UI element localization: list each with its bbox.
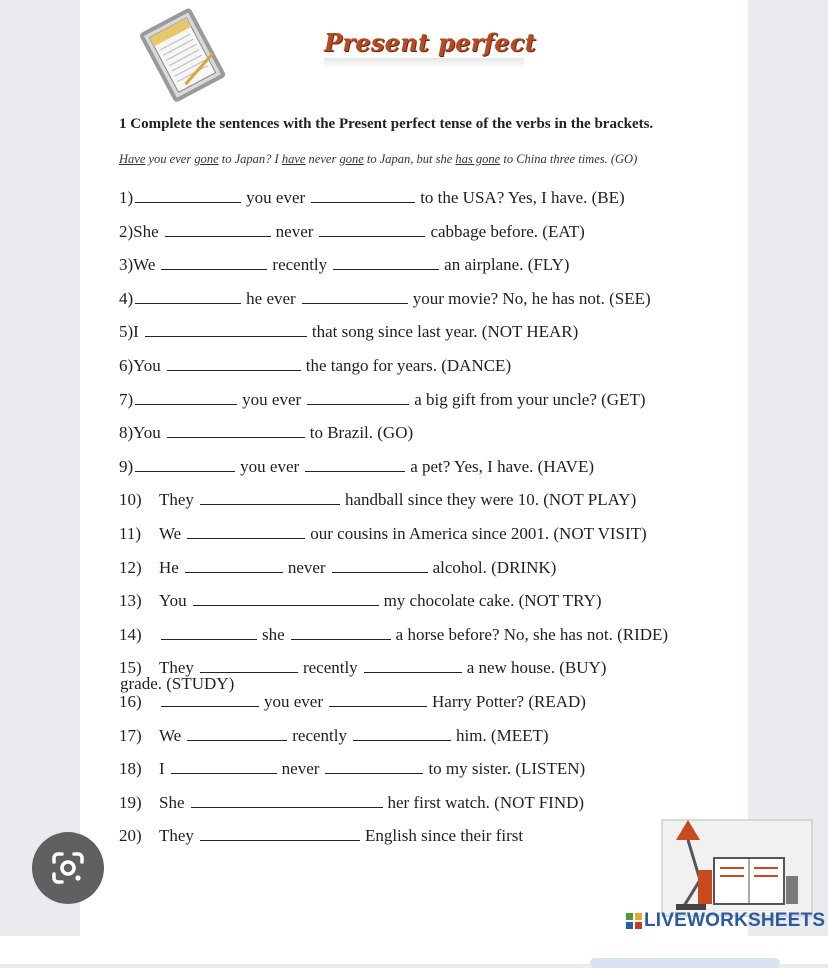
exercise-row bbox=[119, 188, 629, 212]
sentence-text: He bbox=[159, 558, 179, 577]
sentence-text: She bbox=[159, 793, 185, 812]
exercise-number: 11) bbox=[119, 524, 142, 543]
exercise-number: 19) bbox=[119, 793, 142, 812]
answer-blank[interactable] bbox=[135, 188, 241, 203]
sentence-text: You bbox=[133, 423, 161, 442]
sentence-text: you ever bbox=[246, 188, 306, 207]
exercise-row bbox=[119, 826, 527, 850]
answer-blank[interactable] bbox=[200, 490, 340, 505]
sentence-text: to the USA? Yes, I have. (BE) bbox=[420, 188, 625, 207]
sentence-text: her first watch. (NOT FIND) bbox=[387, 793, 585, 812]
exercise-number: 7) bbox=[119, 390, 134, 409]
sentence-text: you ever bbox=[264, 692, 324, 711]
exercise-number: 16) bbox=[119, 692, 142, 711]
answer-blank[interactable] bbox=[165, 222, 271, 237]
bottom-search-pill[interactable] bbox=[590, 958, 780, 968]
example-part: to China three times. (GO) bbox=[500, 152, 638, 166]
sentence-text: You bbox=[159, 591, 187, 610]
sentence-text: handball since they were 10. (NOT PLAY) bbox=[344, 490, 637, 509]
answer-blank[interactable] bbox=[311, 188, 415, 203]
answer-blank[interactable] bbox=[161, 255, 267, 270]
sentence-text: They bbox=[159, 658, 194, 677]
exercise-row bbox=[119, 793, 588, 817]
sentence-text: I bbox=[159, 759, 165, 778]
exercise-row bbox=[119, 591, 606, 615]
sentence-text: a big gift from your uncle? (GET) bbox=[414, 390, 646, 409]
answer-blank[interactable] bbox=[145, 322, 307, 337]
google-lens-button[interactable] bbox=[32, 832, 104, 904]
sentence-text: you ever bbox=[240, 457, 300, 476]
answer-blank[interactable] bbox=[171, 759, 277, 774]
sentence-text: alcohol. (DRINK) bbox=[432, 558, 557, 577]
exercise-number: 3) bbox=[119, 255, 134, 274]
sentence-text: They bbox=[159, 490, 194, 509]
example-part: to Japan, but she bbox=[363, 152, 456, 166]
example-part: Have bbox=[119, 152, 146, 166]
sentence-text: the tango for years. (DANCE) bbox=[305, 356, 512, 375]
example-part: you ever bbox=[145, 152, 195, 166]
sentence-text: our cousins in America since 2001. (NOT VISIT) bbox=[310, 524, 647, 543]
notebook-icon bbox=[128, 2, 238, 110]
exercise-number: 17) bbox=[119, 726, 142, 745]
exercise-number: 2) bbox=[119, 222, 134, 241]
answer-blank[interactable] bbox=[200, 826, 360, 841]
answer-blank[interactable] bbox=[307, 390, 409, 405]
example-part: gone bbox=[194, 152, 219, 166]
answer-blank[interactable] bbox=[364, 658, 462, 673]
answer-blank[interactable] bbox=[161, 692, 259, 707]
sentence-text: I bbox=[133, 322, 139, 341]
answer-blank[interactable] bbox=[302, 289, 408, 304]
sentence-text: recently bbox=[272, 255, 328, 274]
instruction-text: 1 Complete the sentences with the Present perfect tense of the verbs in the brackets. bbox=[119, 116, 654, 132]
sentence-text: to my sister. (LISTEN) bbox=[428, 759, 586, 778]
answer-blank[interactable] bbox=[305, 457, 405, 472]
sentence-text: She bbox=[133, 222, 159, 241]
example-part: gone bbox=[339, 152, 364, 166]
exercise-row bbox=[119, 457, 598, 481]
answer-blank[interactable] bbox=[135, 457, 235, 472]
answer-blank[interactable] bbox=[325, 759, 423, 774]
desk-lamp-illustration bbox=[654, 810, 818, 918]
example-part: never bbox=[305, 152, 340, 166]
sentence-text: They bbox=[159, 826, 194, 845]
example-sentence bbox=[119, 152, 637, 167]
sentence-text: him. (MEET) bbox=[455, 726, 549, 745]
answer-blank[interactable] bbox=[185, 558, 283, 573]
exercise-row bbox=[119, 558, 560, 582]
exercise-number: 4) bbox=[119, 289, 134, 308]
sentence-text: never bbox=[287, 558, 326, 577]
exercise-number: 13) bbox=[119, 591, 142, 610]
exercise-row bbox=[119, 255, 573, 279]
answer-blank[interactable] bbox=[319, 222, 425, 237]
exercise-row bbox=[119, 726, 553, 750]
brand-label: LIVEWORKSHEETS bbox=[644, 910, 826, 931]
worksheet-page bbox=[80, 0, 826, 936]
exercise-number: 18) bbox=[119, 759, 142, 778]
sentence-text: a horse before? No, she has not. (RIDE) bbox=[395, 625, 669, 644]
exercise-row bbox=[119, 390, 650, 414]
sentence-text: a pet? Yes, I have. (HAVE) bbox=[410, 457, 594, 476]
exercise-number: 12) bbox=[119, 558, 142, 577]
example-part: to Japan? I bbox=[218, 152, 282, 166]
answer-blank[interactable] bbox=[167, 356, 301, 371]
exercise-number: 14) bbox=[119, 625, 142, 644]
sentence-text: English since their first bbox=[364, 826, 524, 845]
sentence-text: my chocolate cake. (NOT TRY) bbox=[383, 591, 602, 610]
exercise-row bbox=[119, 289, 655, 313]
exercise-row bbox=[119, 759, 589, 783]
sentence-text: You bbox=[133, 356, 161, 375]
sentence-text: he ever bbox=[246, 289, 296, 308]
sentence-text: cabbage before. (EAT) bbox=[430, 222, 585, 241]
sentence-text: a new house. (BUY) bbox=[466, 658, 607, 677]
google-lens-icon bbox=[50, 850, 86, 886]
example-part: has gone bbox=[455, 152, 501, 166]
exercise-row bbox=[119, 490, 640, 514]
answer-blank[interactable] bbox=[333, 255, 439, 270]
exercise-number: 8) bbox=[119, 423, 134, 442]
exercise-number: 20) bbox=[119, 826, 142, 845]
sentence-text: recently bbox=[302, 658, 358, 677]
sentence-text: Harry Potter? (READ) bbox=[432, 692, 586, 711]
example-part: have bbox=[281, 152, 306, 166]
sentence-text: never bbox=[275, 222, 314, 241]
answer-blank[interactable] bbox=[161, 625, 257, 640]
exercise-number: 10) bbox=[119, 490, 142, 509]
continuation-text: grade. (STUDY) bbox=[120, 674, 235, 693]
answer-blank[interactable] bbox=[193, 591, 379, 606]
sentence-text: We bbox=[133, 255, 156, 274]
sentence-text: recently bbox=[292, 726, 347, 745]
answer-blank[interactable] bbox=[353, 726, 451, 741]
liveworksheets-logo[interactable] bbox=[626, 910, 825, 932]
exercise-number: 9) bbox=[119, 457, 134, 476]
exercise-row bbox=[119, 222, 589, 246]
answer-blank[interactable] bbox=[187, 726, 287, 741]
sentence-text: you ever bbox=[242, 390, 302, 409]
sentence-text: We bbox=[159, 726, 182, 745]
exercise-row bbox=[119, 423, 417, 447]
answer-blank[interactable] bbox=[332, 558, 428, 573]
sentence-text: that song since last year. (NOT HEAR) bbox=[311, 322, 579, 341]
answer-blank[interactable] bbox=[200, 658, 298, 673]
exercise-row bbox=[119, 692, 590, 716]
answer-blank[interactable] bbox=[191, 793, 383, 808]
liveworksheets-logo-icon bbox=[626, 913, 642, 929]
answer-blank[interactable] bbox=[135, 390, 237, 405]
title-reflection bbox=[324, 58, 524, 68]
answer-blank[interactable] bbox=[135, 289, 241, 304]
exercise-number: 6) bbox=[119, 356, 134, 375]
sentence-text: your movie? No, he has not. (SEE) bbox=[412, 289, 651, 308]
exercise-number: 5) bbox=[119, 322, 134, 341]
exercise-row bbox=[119, 356, 515, 380]
exercise-row bbox=[119, 524, 651, 548]
worksheet-title: Present perfect bbox=[324, 28, 537, 57]
answer-blank[interactable] bbox=[291, 625, 391, 640]
exercise-number: 1) bbox=[119, 188, 134, 207]
sentence-text: an airplane. (FLY) bbox=[444, 255, 570, 274]
exercise-row bbox=[119, 625, 672, 649]
answer-blank[interactable] bbox=[187, 524, 305, 539]
sentence-text: never bbox=[281, 759, 320, 778]
exercise-row bbox=[119, 322, 582, 346]
exercise-number: 15) bbox=[119, 658, 142, 677]
answer-blank[interactable] bbox=[167, 423, 305, 438]
answer-blank[interactable] bbox=[329, 692, 427, 707]
sentence-text: We bbox=[159, 524, 182, 543]
sentence-text: she bbox=[262, 625, 285, 644]
sentence-text: to Brazil. (GO) bbox=[309, 423, 414, 442]
